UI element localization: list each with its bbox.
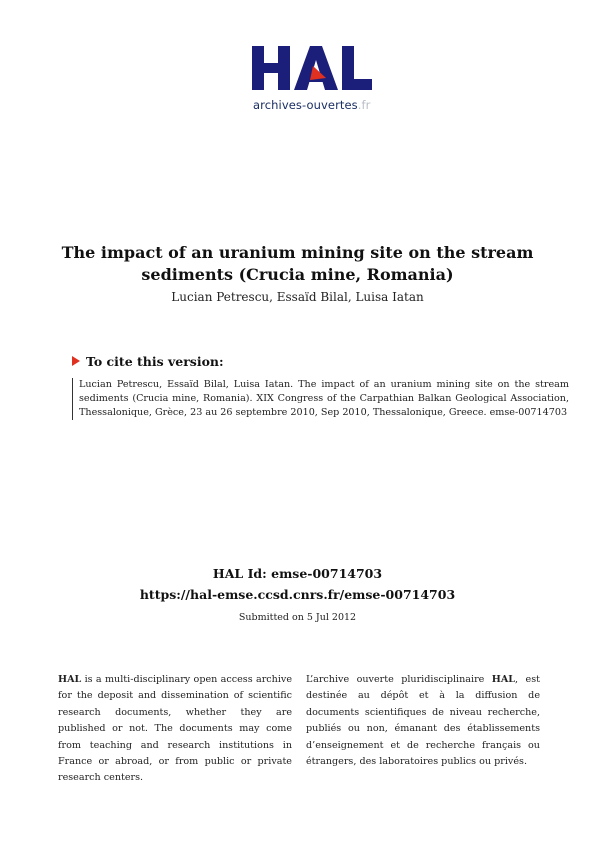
hal-url-link[interactable]: https://hal-emse.ccsd.cnrs.fr/emse-00714703	[139, 587, 456, 602]
cite-heading-text: To cite this version:	[86, 354, 224, 369]
triangle-bullet-icon	[72, 356, 80, 366]
logo-subtitle-main: archives-ouvertes	[253, 98, 358, 112]
description-french	[306, 672, 540, 770]
paper-title	[40, 242, 555, 286]
logo-subtitle	[253, 98, 371, 112]
cite-heading	[72, 354, 224, 369]
description-english	[58, 672, 292, 787]
citation-text: Lucian Petrescu, Essaïd Bilal, Luisa Iatan. The impact of an uranium mining site on the stream sediments (Crucia mine, Romania). XIX Congress of the Carpathian Balkan Geological Association, Thessalonique, Grèce, 23 au 26 septembre 2010, Sep 2010, Thessalonique, Greece. emse-00714703	[72, 378, 569, 420]
submitted-date: Submitted on 5 Jul 2012	[238, 612, 357, 623]
paper-authors: Lucian Petrescu, Essaïd Bilal, Luisa Iatan	[171, 290, 424, 304]
paper-title-line2: sediments (Crucia mine, Romania)	[141, 265, 454, 284]
logo-subtitle-suffix: .fr	[357, 98, 371, 112]
hal-lead-en: HAL	[58, 674, 82, 685]
description-french-before: L’archive ouverte pluridisciplinaire	[306, 674, 492, 685]
description-french-after: , est destinée au dépôt et à la diffusion de documents scientifiques de niveau recherche, publiés ou non, émanant des établissements d’enseignement et de recherche français ou étrangers, des laboratoires publics ou privés.	[306, 674, 540, 768]
hal-logo-mark	[250, 44, 380, 96]
paper-title-line1: The impact of an uranium mining site on the stream	[61, 243, 534, 262]
hal-id: HAL Id: emse-00714703	[212, 566, 383, 581]
hal-lead-fr: HAL	[491, 674, 516, 685]
description-english-text: is a multi-disciplinary open access archive for the deposit and dissemination of scientific research documents, whether they are published or not. The documents may come from teaching and research institutions in France or abroad, or from public or private research centers.	[58, 674, 292, 784]
